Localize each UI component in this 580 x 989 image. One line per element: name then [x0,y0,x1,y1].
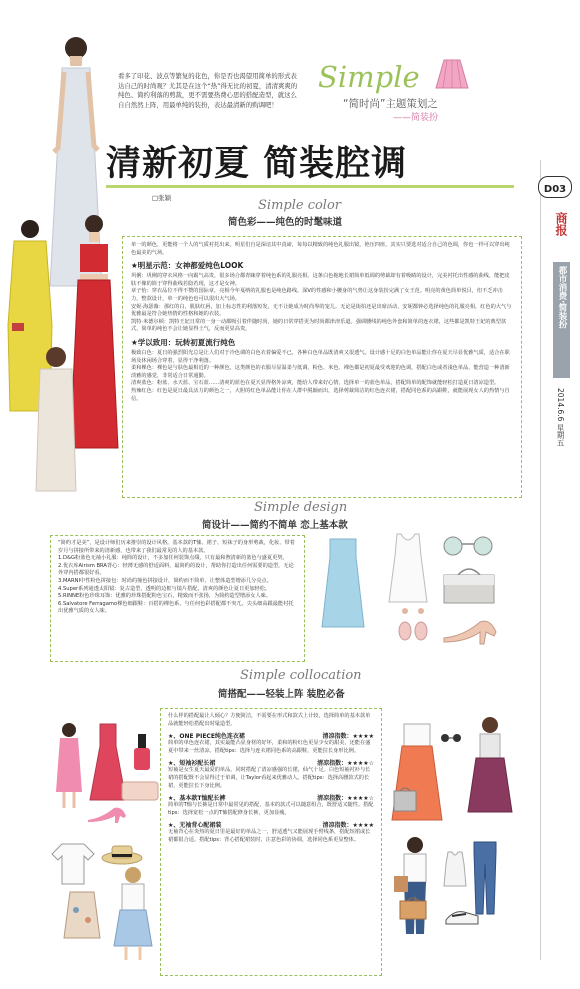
design-p1: “简约才是美”，是设计师们历来推崇的设计风格。基本款的T恤、裙子、短袜子的身形剪裁，化妆、带着岁月与拼接所带来的清新感，也带来了我们最常见的人的基本款。 [58,540,295,554]
outfit-sneakers [444,906,480,932]
product-earrings [396,605,430,653]
outfit-tan-tote [398,895,428,925]
design-text-box [50,535,305,662]
page-number-badge [538,176,572,198]
color-script: Simple color [258,198,342,213]
outfit-tank-top [442,850,468,892]
color-p4: 安妮·海瑟薇：那红的白，肌肤红唇，加上标志性的利落短发，无不让她成为时尚界的宠儿。无论是街拍还是出席活动，安妮都钟必选择纯色的礼服亮相，红色的大气与优雅最是符合她热情的性格和她的衣装。 [131,303,512,318]
design-script: Simple design [254,500,348,515]
tip-4-text: 无袖背心在炎热的夏日里是最好的单品之一，舒适透气又能展现手臂线条，搭配短裙或长裙都很合适。搭配tips：背心搭配裙装时，注意色彩的协调，选择同色系更显整体。 [168,829,371,843]
design-heading: 简设计——简约不简单 恋上基本款 [202,520,348,531]
color-p7: 柔和裸色：裸色是与肤色最相近的一种颜色，这类颜色的衣服尽显温柔与低调，粉色、米色、裸色都是初夏最受欢迎的色调，搭配白色或者浅色单品，能营造一种清新淡雅的感觉，非常适合日常通勤。 [131,365,510,379]
outfit-star-purple-skirt [466,716,514,824]
color-text-box [122,236,522,498]
outfit-white-shirt [50,840,96,890]
color-p6: 极致白色：夏日的强烈阳光总是让人们对于冷色调的白色衣着偏爱不已，各种白色单品既清爽又很透气。设计感十足的白色单品能让你在夏天尽显优雅气质，适合在职场及休闲场合穿着，显得干净利落。 [131,349,510,364]
title-underline [106,185,514,188]
product-sunglasses [438,534,498,562]
brand-logo: 商报 [554,212,568,236]
outfit-pink-heels [86,802,130,828]
color-p1: 单一的颜色，更能将一个人的气质衬托出来。明星们自是深谙其中真谛，每每以精致的纯色礼服出镜，艳压四座，其实只要选对适合自己的色调，你也一样可以穿出纯色最美的气场。 [131,242,510,256]
page-number: D03 [543,184,567,195]
collocation-heading: 简搭配——轻装上阵 装腔必备 [218,689,345,700]
outfit-sunglasses-2 [440,728,462,747]
subtitle-tag: ——简装扮 [393,113,439,123]
design-item-5: 5.RINNE粉色珍珠耳饰：优雅的珍珠搭配粉色宝石，精致而不张扬，为简约造型增添女人味。 [58,593,272,600]
color-heading: 简色彩——纯色的时髦味道 [228,217,343,228]
design-item-3: 3.MARNI中性粉色拼接包：时尚的撞色拼接设计，简约而不简单，让整体造型增添几分亮点。 [58,577,272,584]
collocation-text-box [160,708,382,976]
intro-text: 看多了印花、波点等繁复的花色，你是否也渴望用简单的形式表达自己的时尚观？尤其是在这个“热”得无比的初夏，清清爽爽的纯色、简约利落的剪裁，更不需要热费心思的搭配造型，就这么自自然然上阵，用最单纯的装扮，表达最清新的购调吧！ [118,72,298,109]
subtitle: “简时尚”主题策划之 [343,98,438,110]
tip-3-text: 简单的T恤与长裤是日常中最常见的搭配，基本的款式可以随意组合，既舒适又随性。搭配tips：选择宽松一点的T恤搭配修身长裤，更加显瘦。 [168,802,374,816]
collocation-p1: 什么样的搭配最让人倾心？方便简洁，不需要在形式和款式上计较，选择简单的基本款单品就能轻松搭配出时髦造型。 [168,713,371,727]
design-item-1: 1.D&G粉蓝色无袖小礼服：纯简的设计，不多加任何装饰点缀，只有最和煦清新的蓝色与盛夏更契。 [58,555,288,562]
photo-kate-middleton [30,345,80,495]
tip-4-title: ★、无袖背心配裙装 清凉指数：★★★★ [168,822,374,830]
skirt-illustration [435,58,469,94]
outfit-grey-bag [392,785,418,817]
column-label: 都市消费·简装扮 [557,266,567,329]
column-label-box [553,262,570,378]
outfit-pink-dress-star [54,722,84,814]
color-p9: 热辣红色：红色是夏日最具活力的颜色之一，大胆的红色单品能让你在人群中脱颖而出，选择剪裁简洁的红色连衣裙，搭配同色系的高跟鞋，就能展现女人的热情与自信。 [131,387,510,402]
color-h2: ★学以致用：玩转初夏流行纯色 [131,337,236,347]
outfit-taylor-swift [112,866,154,966]
product-nude-heels [440,606,500,650]
color-p3: 章子怡：穿衣品位不得不赞的国际章，亮相今年戛纳的礼服也是纯色路线。深V的性感和小腰身的气势让这身装扮完满了女王范。明亮的黄色简单悦目，但不乏冲击力，整款设计，单一的纯色也可以很出大气场。 [131,288,503,302]
color-p2: 巩俐：巩俐的穿衣风格一向霸气高贵，很多场合都青睐穿着纯色系的礼服亮相。这条白色拖地长裙简单低调的剪裁却有着吸睛的设计，完美衬托出性感的曲线，能把皮肤不像的简于穿得曲线若隐若现，这才是女神。 [131,273,510,287]
design-item-2: 2.优衣库Airism BRA背心：轻薄无感的舒适面料，最简约的设计，帮助你打造出任何需要的造型，无论外穿内搭都很好看。 [58,562,294,577]
side-divider [540,160,541,960]
tip-3-title: ★、基本款T恤配长裤 清凉指数：★★★★☆ [168,795,374,803]
color-p8: 清爽蓝色：粉蓝、水天蓝、宝石蓝……清爽的蓝色在夏天显得格外凉爽，能给人带来好心情，选择单一的蓝色单品，搭配简单的配饰就能轻松打造夏日清凉造型。 [131,380,500,387]
issue-date: 2014.6.6 星期五 [556,388,565,447]
product-handbag [440,565,498,609]
design-item-4: 4.Super系列通透太阳镜：复古造型，透明的边框与镜片搭配，清爽的颜色让夏日更加轻松。 [58,585,271,592]
product-blue-dress [310,535,376,635]
main-title: 清新初夏 简装腔调 [106,144,408,184]
tip-1-title: ★、ONE PIECE纯色连衣裙 清凉指数：★★★★ [168,733,374,741]
color-h1: ★明星示范：女神都爱纯色LOOK [131,261,244,271]
collocation-script: Simple collocation [240,668,362,683]
simple-script: Simple [318,60,420,94]
tip-2-title: ★、短袖衫配长裙 清凉指数：★★★★☆ [168,760,374,768]
color-p5: 凯特·米德尔顿：凯特王妃日常的一身一动都吸引着伴随时尚，她的日常穿搭更为时尚都津津乐道。强调腰线的纯色外套和简单的连衣裙，这些都是凯特王妃的典型款式，简单的纯色不会让她显得土气，反而更显高贵。 [131,318,507,333]
tip-2-text: 短袖是女生夏天最爱的单品，同时搭配了清凉感强的长裙，仙气十足。白色短袖衬衫与长裙的搭配既不会显得过于单调，让Taylor看起来优雅动人。搭配tips：选择高腰款式的长裙，更能拉长下身比例。 [168,767,371,789]
author: □张颖 [152,194,172,202]
outfit-nail-polish [128,732,158,776]
product-white-tank [385,532,431,608]
design-item-6: 6.Salvatore Ferragamo裸色细跟鞋：百搭的裸色系，与任何色彩搭配都不突兀，尖头细高跟最能衬托出优雅气质的女人味。 [58,600,294,615]
tip-1-text: 简单的单色连衣裙，其实最能凸显身材的好坏，柔和的粉红色更显少女的甜美，还能在盛夏中带来一丝清凉。搭配tips：选择与连衣裙同色系的高跟鞋，更能拉长身形比例。 [168,740,371,754]
outfit-print-skirt [62,890,102,944]
